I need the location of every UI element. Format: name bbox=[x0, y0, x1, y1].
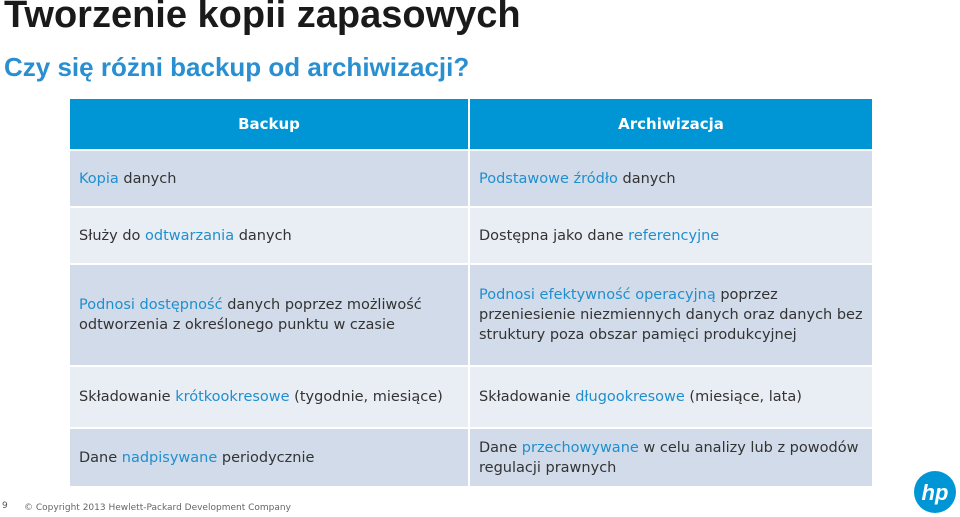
cell-text: poprzez przeniesienie niezmiennych danych oraz danych bez struktury poza obszar pamięci produkcyjnej bbox=[479, 287, 863, 343]
archive-cell bbox=[470, 208, 872, 263]
page-number: 9 bbox=[2, 501, 8, 511]
copyright-notice: © Copyright 2013 Hewlett-Packard Development Company bbox=[24, 503, 291, 513]
highlighted-text: Podnosi dostępność bbox=[79, 297, 223, 313]
backup-cell bbox=[70, 151, 468, 206]
cell-text: (miesiące, lata) bbox=[684, 389, 802, 405]
cell-text: danych poprzez możliwość odtworzenia z określonego punktu w czasie bbox=[79, 297, 422, 333]
hp-logo bbox=[913, 470, 957, 514]
highlighted-text: odtwarzania bbox=[145, 227, 235, 244]
cell-text: Składowanie bbox=[479, 389, 576, 405]
highlighted-text: referencyjne bbox=[628, 227, 720, 244]
cell-text: (tygodnie, miesiące) bbox=[289, 389, 443, 405]
cell-text: Składowanie bbox=[79, 389, 176, 405]
highlighted-text: nadpisywane bbox=[121, 449, 218, 466]
comparison-table bbox=[70, 99, 872, 486]
highlighted-text: krótkookresowe bbox=[175, 389, 290, 405]
archive-cell bbox=[470, 367, 872, 427]
backup-cell bbox=[70, 367, 468, 427]
highlighted-text: przechowywane bbox=[521, 439, 639, 456]
cell-text: danych bbox=[234, 227, 292, 244]
cell-text: Dane bbox=[479, 439, 522, 456]
highlighted-text: Podstawowe źródło bbox=[479, 170, 618, 187]
page-subtitle: Czy się różni backup od archiwizacji? bbox=[4, 52, 470, 82]
backup-cell bbox=[70, 208, 468, 263]
cell-text: Dostępna jako dane bbox=[479, 227, 629, 244]
hp-logo-text: hp bbox=[921, 480, 949, 505]
highlighted-text: Podnosi efektywność operacyjną bbox=[479, 287, 716, 303]
cell-text: Dane bbox=[79, 449, 122, 466]
cell-text: danych bbox=[118, 170, 177, 187]
archive-cell bbox=[470, 265, 872, 365]
cell-text: w celu analizy lub z powodów regulacji prawnych bbox=[479, 439, 859, 476]
column-header-archive: Archiwizacja bbox=[470, 99, 872, 149]
backup-cell bbox=[70, 429, 468, 486]
highlighted-text: Kopia bbox=[79, 170, 119, 187]
highlighted-text: długookresowe bbox=[575, 389, 685, 405]
cell-text: Służy do bbox=[79, 227, 146, 244]
cell-text: periodycznie bbox=[217, 449, 315, 466]
archive-cell bbox=[470, 429, 872, 486]
cell-text: danych bbox=[617, 170, 676, 187]
column-header-backup: Backup bbox=[70, 99, 468, 149]
page-title: Tworzenie kopii zapasowych bbox=[4, 0, 521, 36]
archive-cell bbox=[470, 151, 872, 206]
backup-cell bbox=[70, 265, 468, 365]
